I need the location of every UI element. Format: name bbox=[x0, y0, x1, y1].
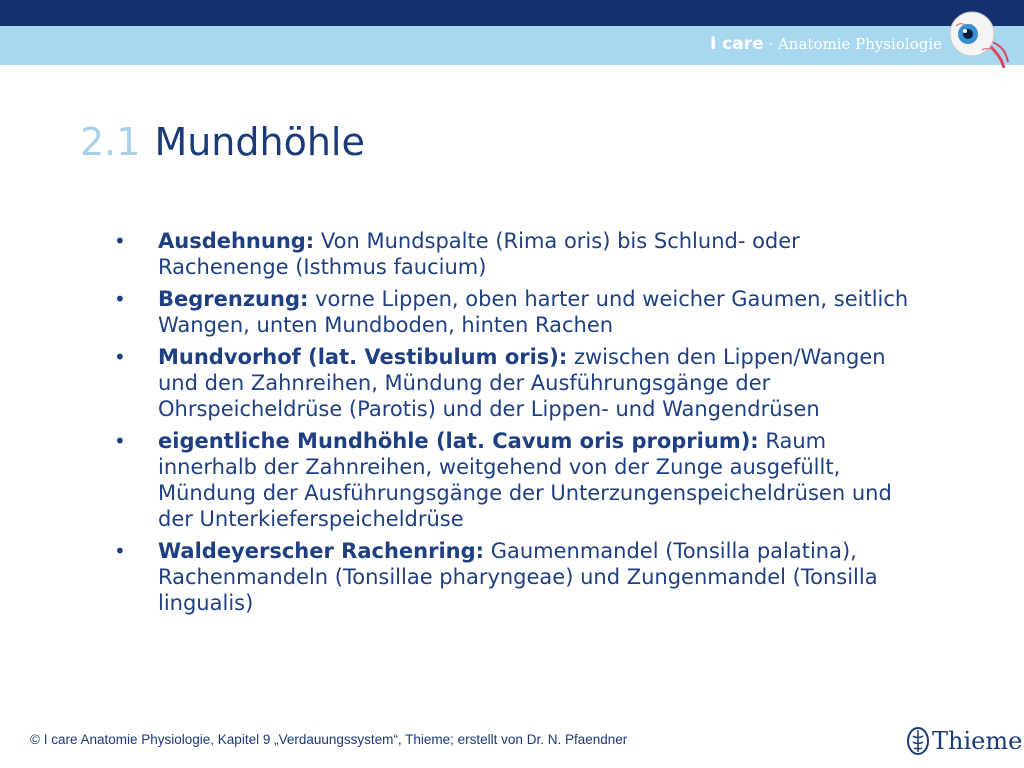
bullet-marker: • bbox=[114, 539, 126, 563]
thieme-emblem-icon bbox=[906, 726, 930, 756]
brand-label bbox=[710, 34, 942, 54]
publisher-name: Thieme bbox=[932, 727, 1023, 755]
bullet-heading: Begrenzung: bbox=[158, 287, 309, 311]
bullet-text: Raum innerhalb der Zahnreihen, weitgehend von der Zunge ausgefüllt, Mündung der Ausführungsgänge der Unterzungenspeicheldrüsen und der Unterkieferspeicheldrüse bbox=[158, 429, 892, 531]
bullet-heading: Mundvorhof (lat. Vestibulum oris): bbox=[158, 345, 568, 369]
bullet-list bbox=[114, 228, 914, 622]
brand-rest: · Anatomie Physiologie bbox=[763, 35, 942, 53]
bullet-marker: • bbox=[114, 287, 126, 311]
list-item bbox=[114, 428, 914, 532]
bullet-marker: • bbox=[114, 345, 126, 369]
bullet-heading: Ausdehnung: bbox=[158, 229, 315, 253]
bullet-text: vorne Lippen, oben harter und weicher Gaumen, seitlich Wangen, unten Mundboden, hinten Rachen bbox=[158, 287, 909, 337]
list-item bbox=[114, 228, 914, 280]
brand-strong: I care bbox=[709, 34, 764, 54]
list-item bbox=[114, 344, 914, 422]
bullet-marker: • bbox=[114, 429, 126, 453]
footer-copyright: © I care Anatomie Physiologie, Kapitel 9 „Verdauungssystem“, Thieme; erstellt von Dr. N. Pfaendner bbox=[30, 732, 628, 747]
publisher-logo bbox=[906, 726, 1022, 756]
eye-illustration-icon bbox=[946, 6, 1010, 68]
bullet-marker: • bbox=[114, 229, 126, 253]
bullet-heading: Waldeyerscher Rachenring: bbox=[158, 539, 485, 563]
bullet-text: Gaumenmandel (Tonsilla palatina), Rachenmandeln (Tonsillae pharyngeae) und Zungenmandel (Tonsilla lingualis) bbox=[158, 539, 878, 615]
list-item bbox=[114, 286, 914, 338]
title-text: Mundhöhle bbox=[154, 120, 365, 164]
list-item bbox=[114, 538, 914, 616]
bullet-heading: eigentliche Mundhöhle (lat. Cavum oris proprium): bbox=[158, 429, 759, 453]
slide-title bbox=[80, 120, 365, 164]
header-bar-dark bbox=[0, 0, 1024, 26]
title-number: 2.1 bbox=[80, 120, 141, 164]
bullet-text: zwischen den Lippen/Wangen und den Zahnreihen, Mündung der Ausführungsgänge der Ohrspeicheldrüse (Parotis) und der Lippen- und Wangendrüsen bbox=[158, 345, 886, 421]
bullet-text: Von Mundspalte (Rima oris) bis Schlund- oder Rachenenge (Isthmus faucium) bbox=[158, 229, 800, 279]
